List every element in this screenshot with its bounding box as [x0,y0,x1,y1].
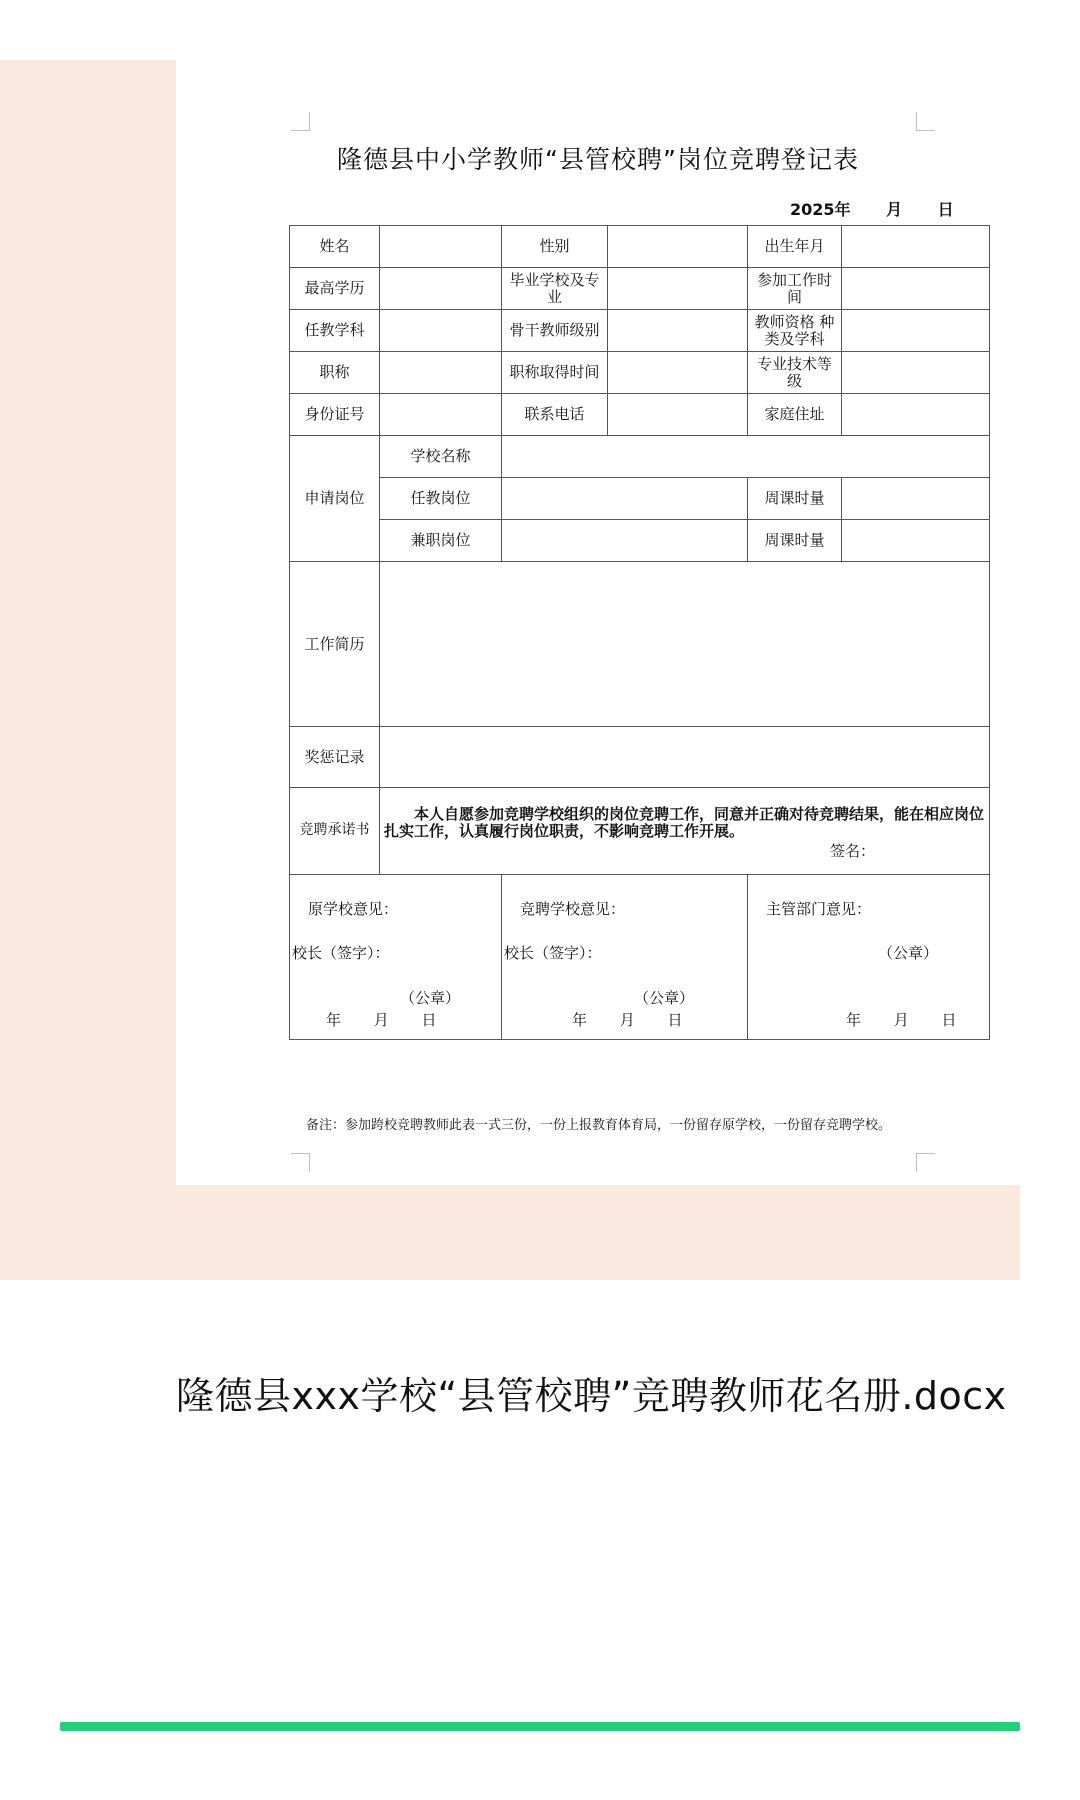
value-phone [608,394,748,436]
value-title [380,352,502,394]
value-gender [608,226,748,268]
seal-label: （公章） [634,989,695,1007]
date-label: 年 月 日 [846,1011,957,1029]
label-school-major: 毕业学校及专业 [502,268,608,310]
label-rewards: 奖惩记录 [290,727,380,788]
department-opinion [748,875,990,1040]
file-name-label[interactable]: 隆德县xxx学校“县管校聘”竞聘教师花名册.docx [176,1374,1007,1418]
value-id-number [380,394,502,436]
value-week-hours-1 [842,478,990,520]
value-resume [380,562,990,727]
label-resume: 工作简历 [290,562,380,727]
pledge-cell [380,788,990,875]
table-row [290,268,990,310]
label-teach-post: 任教岗位 [380,478,502,520]
document-page-preview[interactable] [176,60,1020,1185]
crop-mark-top-left [291,112,310,131]
original-school-opinion-label: 原学校意见： [308,900,399,918]
label-gender: 性别 [502,226,608,268]
date-label: 年 月 日 [326,1011,437,1029]
progress-accent-bar [60,1722,1020,1731]
signature-label: 签名： [829,841,875,860]
value-week-hours-2 [842,520,990,562]
label-work-start: 参加工作时间 [748,268,842,310]
label-address: 家庭住址 [748,394,842,436]
target-school-opinion-label: 竞聘学校意见： [520,900,626,918]
document-title: 隆德县中小学教师“县管校聘”岗位竞聘登记表 [337,145,859,174]
label-backbone-level: 骨干教师级别 [502,310,608,352]
table-row [290,352,990,394]
table-row [290,226,990,268]
label-week-hours-1: 周课时量 [748,478,842,520]
seal-label: （公章） [400,989,461,1007]
principal-sign-label: 校长（签字）： [504,944,602,962]
registration-form-table [289,225,990,1040]
label-name: 姓名 [290,226,380,268]
value-part-post [502,520,748,562]
label-week-hours-2: 周课时量 [748,520,842,562]
value-teach-post [502,478,748,520]
table-row [290,478,990,520]
label-title: 职称 [290,352,380,394]
table-row [290,727,990,788]
value-qualification [842,310,990,352]
seal-label: （公章） [878,944,939,962]
value-school-name [502,436,990,478]
value-title-time [608,352,748,394]
table-row [290,394,990,436]
label-part-post: 兼职岗位 [380,520,502,562]
value-rewards [380,727,990,788]
table-row [290,436,990,478]
label-title-time: 职称取得时间 [502,352,608,394]
label-pledge: 竞聘承诺书 [290,788,380,875]
pledge-text: 本人自愿参加竞聘学校组织的岗位竞聘工作，同意并正确对待竞聘结果，能在相应岗位扎实工作，认真履行岗位职责，不影响竞聘工作开展。 [384,805,985,841]
target-school-opinion [502,875,748,1040]
document-note: 备注：参加跨校竞聘教师此表一式三份，一份上报教育体育局，一份留存原学校，一份留存竞聘学校。 [306,1118,892,1133]
value-school-major [608,268,748,310]
table-row [290,562,990,727]
label-school-name: 学校名称 [380,436,502,478]
crop-mark-bottom-right [916,1153,935,1172]
table-row [290,520,990,562]
department-opinion-label: 主管部门意见： [766,900,872,918]
crop-mark-bottom-left [291,1153,310,1172]
value-backbone-level [608,310,748,352]
document-date-line: 2025年 月 日 [790,200,954,219]
value-subject [380,310,502,352]
crop-mark-top-right [916,112,935,131]
label-qualification: 教师资格 种类及学科 [748,310,842,352]
value-birth [842,226,990,268]
value-address [842,394,990,436]
value-tech-level [842,352,990,394]
label-subject: 任教学科 [290,310,380,352]
principal-sign-label: 校长（签字）： [292,944,390,962]
date-label: 年 月 日 [572,1011,683,1029]
label-id-number: 身份证号 [290,394,380,436]
label-education: 最高学历 [290,268,380,310]
label-apply-post: 申请岗位 [290,436,380,562]
label-birth: 出生年月 [748,226,842,268]
value-name [380,226,502,268]
label-tech-level: 专业技术等级 [748,352,842,394]
value-education [380,268,502,310]
value-work-start [842,268,990,310]
table-row [290,788,990,875]
original-school-opinion [290,875,502,1040]
table-row [290,875,990,1040]
label-phone: 联系电话 [502,394,608,436]
table-row [290,310,990,352]
